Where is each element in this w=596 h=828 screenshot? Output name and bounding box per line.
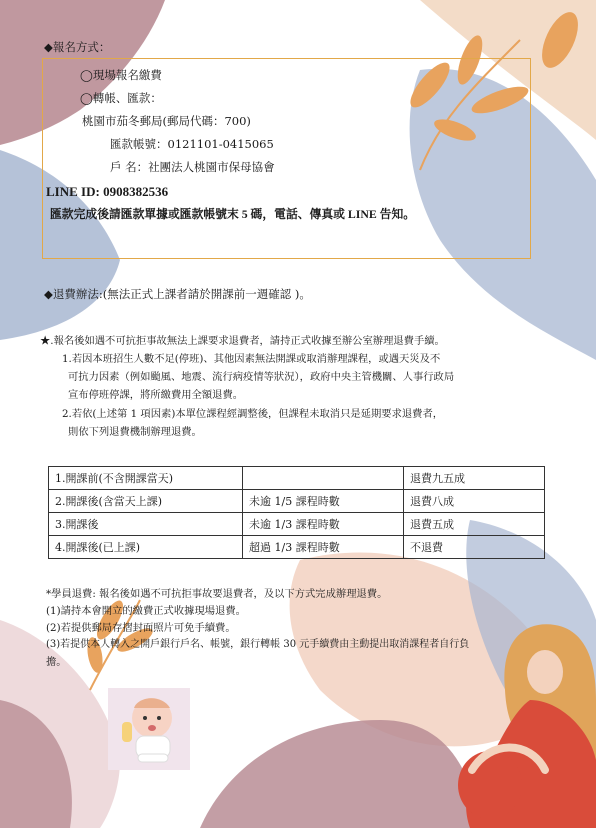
refund-rule-main: ★.報名後如遇不可抗拒事故無法上課要求退費者，請持正式收據至辦公室辦理退費手續。 (40, 335, 445, 347)
table-cell: 2.開課後(含當天上課) (49, 490, 243, 513)
student-refund-line5: 擔。 (46, 656, 67, 668)
table-cell: 不退費 (404, 536, 545, 559)
table-cell: 退費八成 (404, 490, 545, 513)
table-cell: 退費五成 (404, 513, 545, 536)
option-transfer: ◯轉帳、匯款： (80, 91, 162, 105)
option-onsite: ◯現場報名繳費 (80, 68, 162, 82)
table-cell (243, 467, 404, 490)
table-row (49, 467, 545, 490)
registration-heading: ◆報名方式： (44, 40, 111, 54)
student-refund-line2: (1)請持本會開立的繳費正式收據現場退費。 (46, 605, 246, 617)
table-row (49, 490, 545, 513)
student-refund-line1: *學員退費: 報名後如遇不可抗拒事故要退費者，及以下方式完成辦理退費。 (46, 588, 388, 600)
table-cell: 3.開課後 (49, 513, 243, 536)
refund-heading: ◆退費辦法:(無法正式上課者請於開課前一週確認 )。 (44, 287, 311, 301)
baby-illustration (108, 688, 190, 770)
table-row (49, 513, 545, 536)
table-cell: 超過 1/3 課程時數 (243, 536, 404, 559)
refund-rule-1a: 1.若因本班招生人數不足(停班)、其他因素無法開課或取消辦理課程，或遇天災及不 (62, 353, 441, 365)
transfer-notice: 匯款完成後請匯款單據或匯款帳號末 5 碼，電話、傳真或 LINE 告知。 (50, 207, 416, 221)
table-row (49, 536, 545, 559)
post-office: 桃園市茄冬郵局(郵局代碼：700) (82, 114, 251, 128)
line-id: LINE ID: 0908382536 (46, 184, 169, 199)
payment-info-box (42, 58, 531, 259)
table-cell: 4.開課後(已上課) (49, 536, 243, 559)
table-cell: 未逾 1/3 課程時數 (243, 513, 404, 536)
table-cell: 退費九五成 (404, 467, 545, 490)
account-name: 戶 名：社團法人桃園市保母協會 (110, 160, 275, 174)
table-cell: 未逾 1/5 課程時數 (243, 490, 404, 513)
refund-rule-2b: 則依下列退費機制辦理退費。 (68, 426, 202, 438)
refund-rule-2a: 2.若依(上述第 1 項因素)本單位課程經調整後，但課程未取消只是延期要求退費者， (62, 408, 444, 420)
student-refund-line4: (3)若提供本人轉入之開戶銀行戶名、帳號，銀行轉帳 30 元手續費由主動提出取消課程者自行負 (46, 639, 470, 650)
student-refund-line3: (2)若提供郵局存摺封面照片可免手續費。 (46, 622, 236, 634)
table-cell: 1.開課前(不含開課當天) (49, 467, 243, 490)
refund-table (48, 466, 545, 559)
refund-rule-1b: 可抗力因素（例如颱風、地震、流行病疫情等狀況），政府中央主管機關、人事行政局 (68, 371, 455, 383)
refund-rule-1c: 宣布停班停課，將所繳費用全額退費。 (68, 389, 244, 401)
account-number: 匯款帳號：0121101-0415065 (110, 137, 274, 151)
